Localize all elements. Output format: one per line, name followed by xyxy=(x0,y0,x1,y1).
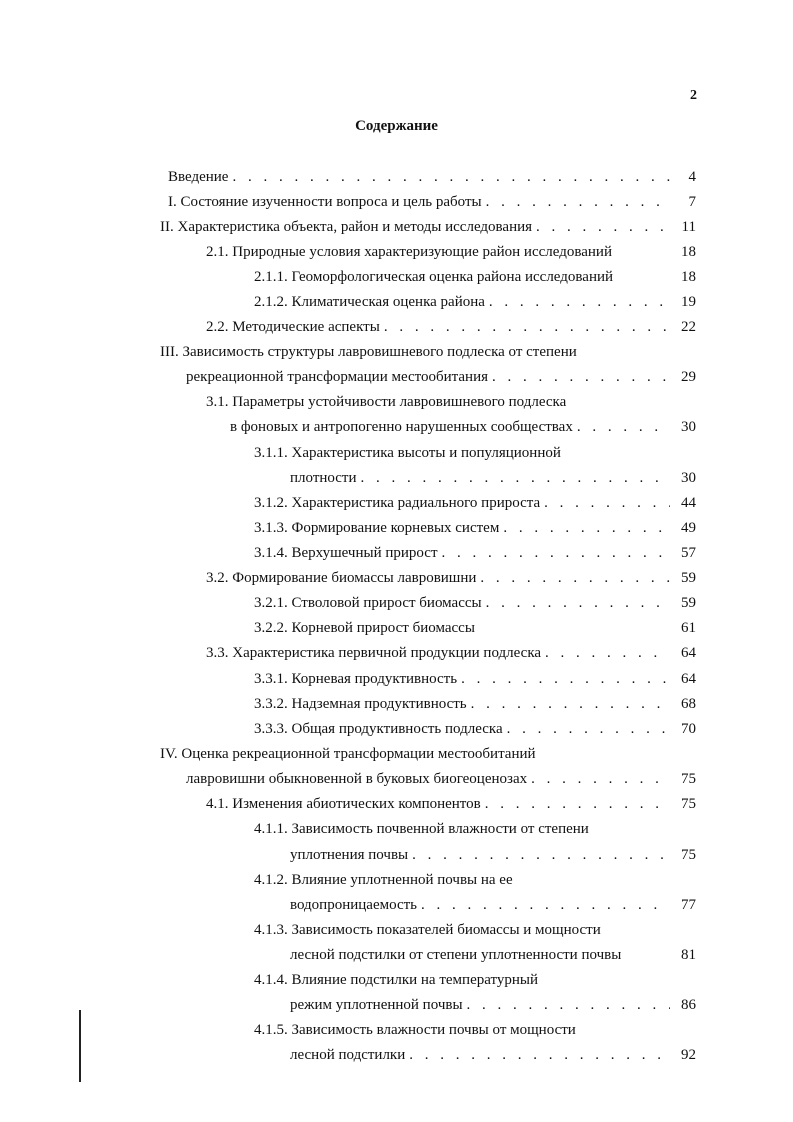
toc-entry xyxy=(290,994,696,1016)
toc-entry-page: 49 xyxy=(681,520,696,536)
toc-entry-text: II. Характеристика объекта, район и методы исследования xyxy=(160,219,533,235)
toc-entry-text: 2.2. Методические аспекты xyxy=(206,319,380,335)
toc-entry xyxy=(160,743,696,765)
toc-entry-text: 4.1.2. Влияние уплотненной почвы на ее xyxy=(254,872,513,888)
toc-entry xyxy=(160,341,696,363)
toc-entry-page: 59 xyxy=(681,595,696,611)
toc-entry xyxy=(168,166,696,188)
toc-entry-page: 68 xyxy=(681,696,696,712)
leader-dots xyxy=(442,542,671,564)
toc-entry-page: 61 xyxy=(681,620,696,636)
toc-entry-page: 75 xyxy=(681,771,696,787)
leader-dots xyxy=(489,291,670,313)
toc-entry-text: 3.2. Формирование биомассы лавровишни xyxy=(206,570,477,586)
toc-entry xyxy=(254,517,696,539)
toc-entry-text: водопроницаемость xyxy=(290,897,418,913)
toc-entry xyxy=(206,241,696,263)
toc-entry-text: 4.1. Изменения абиотических компонентов xyxy=(206,796,481,812)
toc-entry-page: 22 xyxy=(681,319,696,335)
toc-entry-page: 75 xyxy=(681,847,696,863)
toc-entry xyxy=(254,869,696,891)
leader-dots xyxy=(485,793,670,815)
toc-entry-page: 81 xyxy=(681,947,696,963)
toc-entry xyxy=(290,894,696,916)
toc-entry-text: рекреационной трансформации местообитания xyxy=(186,369,489,385)
toc-entry xyxy=(206,316,696,338)
leader-dots xyxy=(412,844,670,866)
toc-entry xyxy=(160,216,696,238)
toc-entry-text: III. Зависимость структуры лавровишневого подлеска от степени xyxy=(160,344,577,360)
toc-entry-text: плотности xyxy=(290,470,357,486)
leader-dots xyxy=(384,316,670,338)
leader-dots xyxy=(409,1044,670,1066)
toc-entry-page: 30 xyxy=(681,470,696,486)
toc-entry-text: 3.3.3. Общая продуктивность подлеска xyxy=(254,721,503,737)
toc-entry-text: IV. Оценка рекреационной трансформации местообитаний xyxy=(160,746,536,762)
scan-margin-line xyxy=(79,1010,81,1082)
toc-entry-page: 86 xyxy=(681,997,696,1013)
leader-dots xyxy=(421,894,670,916)
toc-entry xyxy=(290,1044,696,1066)
toc-entry xyxy=(254,442,696,464)
toc-entry-text: режим уплотненной почвы xyxy=(290,997,463,1013)
toc-entry xyxy=(254,542,696,564)
toc-entry xyxy=(254,919,696,941)
toc-entry xyxy=(254,266,696,288)
toc-entry-page: 64 xyxy=(681,645,696,661)
toc-entry xyxy=(254,1019,696,1041)
toc-entry xyxy=(230,416,696,438)
toc-entry xyxy=(254,818,696,840)
toc-entry-text: 4.1.5. Зависимость влажности почвы от мощности xyxy=(254,1022,576,1038)
toc-entry xyxy=(254,617,696,639)
toc-entry-text: 2.1.1. Геоморфологическая оценка района исследований xyxy=(254,269,614,285)
toc-entry-text: 2.1. Природные условия характеризующие район исследований xyxy=(206,244,612,260)
toc-entry-text: 2.1.2. Климатическая оценка района xyxy=(254,294,485,310)
toc-entry-text: 3.2.2. Корневой прирост биомассы xyxy=(254,620,475,636)
toc-entry xyxy=(168,191,696,213)
leader-dots xyxy=(544,492,670,514)
toc-entry xyxy=(186,366,696,388)
toc-entry-text: Введение xyxy=(168,169,229,185)
toc-entry-page: 11 xyxy=(681,219,696,235)
toc-entry xyxy=(206,793,696,815)
leader-dots xyxy=(467,994,670,1016)
toc-entry-page: 44 xyxy=(681,495,696,511)
toc-entry-page: 7 xyxy=(688,194,696,210)
toc-entry-text: уплотнения почвы xyxy=(290,847,409,863)
leader-dots xyxy=(536,216,670,238)
toc-entry-page: 75 xyxy=(681,796,696,812)
toc-entry-text: 4.1.1. Зависимость почвенной влажности от степени xyxy=(254,821,589,837)
leader-dots xyxy=(486,592,670,614)
toc-entry-text: 3.1.2. Характеристика радиального прироста xyxy=(254,495,541,511)
toc-entry-text: 3.2.1. Стволовой прирост биомассы xyxy=(254,595,482,611)
leader-dots xyxy=(531,768,670,790)
toc-entry xyxy=(186,768,696,790)
toc-entry-page: 70 xyxy=(681,721,696,737)
leader-dots xyxy=(461,668,670,690)
toc-entry-page: 57 xyxy=(681,545,696,561)
toc-entry-page: 92 xyxy=(681,1047,696,1063)
toc-entry-page: 64 xyxy=(681,671,696,687)
leader-dots xyxy=(480,567,670,589)
leader-dots xyxy=(507,718,670,740)
toc-entry-text: 3.1.3. Формирование корневых систем xyxy=(254,520,500,536)
toc-entry-text: 3.1.4. Верхушечный прирост xyxy=(254,545,438,561)
toc-entry xyxy=(254,693,696,715)
toc-entry-page: 18 xyxy=(681,269,696,285)
toc-entry-text: в фоновых и антропогенно нарушенных сообществах xyxy=(230,419,573,435)
toc-entry-text: 3.3.2. Надземная продуктивность xyxy=(254,696,467,712)
toc-entry-page: 19 xyxy=(681,294,696,310)
toc-entry xyxy=(290,467,696,489)
toc-entry-page: 77 xyxy=(681,897,696,913)
toc-entry xyxy=(254,291,696,313)
toc-entry xyxy=(254,718,696,740)
toc-title: Содержание xyxy=(355,118,438,134)
leader-dots xyxy=(361,467,670,489)
toc-entry-text: 3.3.1. Корневая продуктивность xyxy=(254,671,458,687)
toc-entry-text: лесной подстилки от степени уплотненности почвы xyxy=(290,947,622,963)
toc-entry xyxy=(254,668,696,690)
toc-entry xyxy=(206,391,696,413)
toc-entry-page: 59 xyxy=(681,570,696,586)
toc-entry-text: 4.1.3. Зависимость показателей биомассы и мощности xyxy=(254,922,601,938)
toc-entry xyxy=(206,642,696,664)
toc-entry-page: 4 xyxy=(688,169,696,185)
leader-dots xyxy=(577,416,670,438)
toc-entry-text: лавровишни обыкновенной в буковых биогеоценозах xyxy=(186,771,528,787)
toc-entry xyxy=(290,944,696,966)
toc-entry-text: 4.1.4. Влияние подстилки на температурный xyxy=(254,972,538,988)
toc-entry-text: 3.1.1. Характеристика высоты и популяционной xyxy=(254,445,561,461)
toc-entry-text: 3.3. Характеристика первичной продукции подлеска xyxy=(206,645,542,661)
toc-entry xyxy=(254,969,696,991)
toc-entry-text: I. Состояние изученности вопроса и цель работы xyxy=(168,194,482,210)
page-number: 2 xyxy=(690,88,697,103)
leader-dots xyxy=(503,517,670,539)
toc-entry-text: 3.1. Параметры устойчивости лавровишневого подлеска xyxy=(206,394,567,410)
leader-dots xyxy=(545,642,670,664)
toc-entry-page: 18 xyxy=(681,244,696,260)
leader-dots xyxy=(486,191,670,213)
toc-entry-page: 29 xyxy=(681,369,696,385)
toc-entry xyxy=(254,492,696,514)
toc-entry xyxy=(290,844,696,866)
leader-dots xyxy=(232,166,670,188)
toc-entry-page: 30 xyxy=(681,419,696,435)
toc-entry xyxy=(254,592,696,614)
leader-dots xyxy=(471,693,670,715)
toc-entry xyxy=(206,567,696,589)
leader-dots xyxy=(492,366,670,388)
toc-entry-text: лесной подстилки xyxy=(290,1047,406,1063)
